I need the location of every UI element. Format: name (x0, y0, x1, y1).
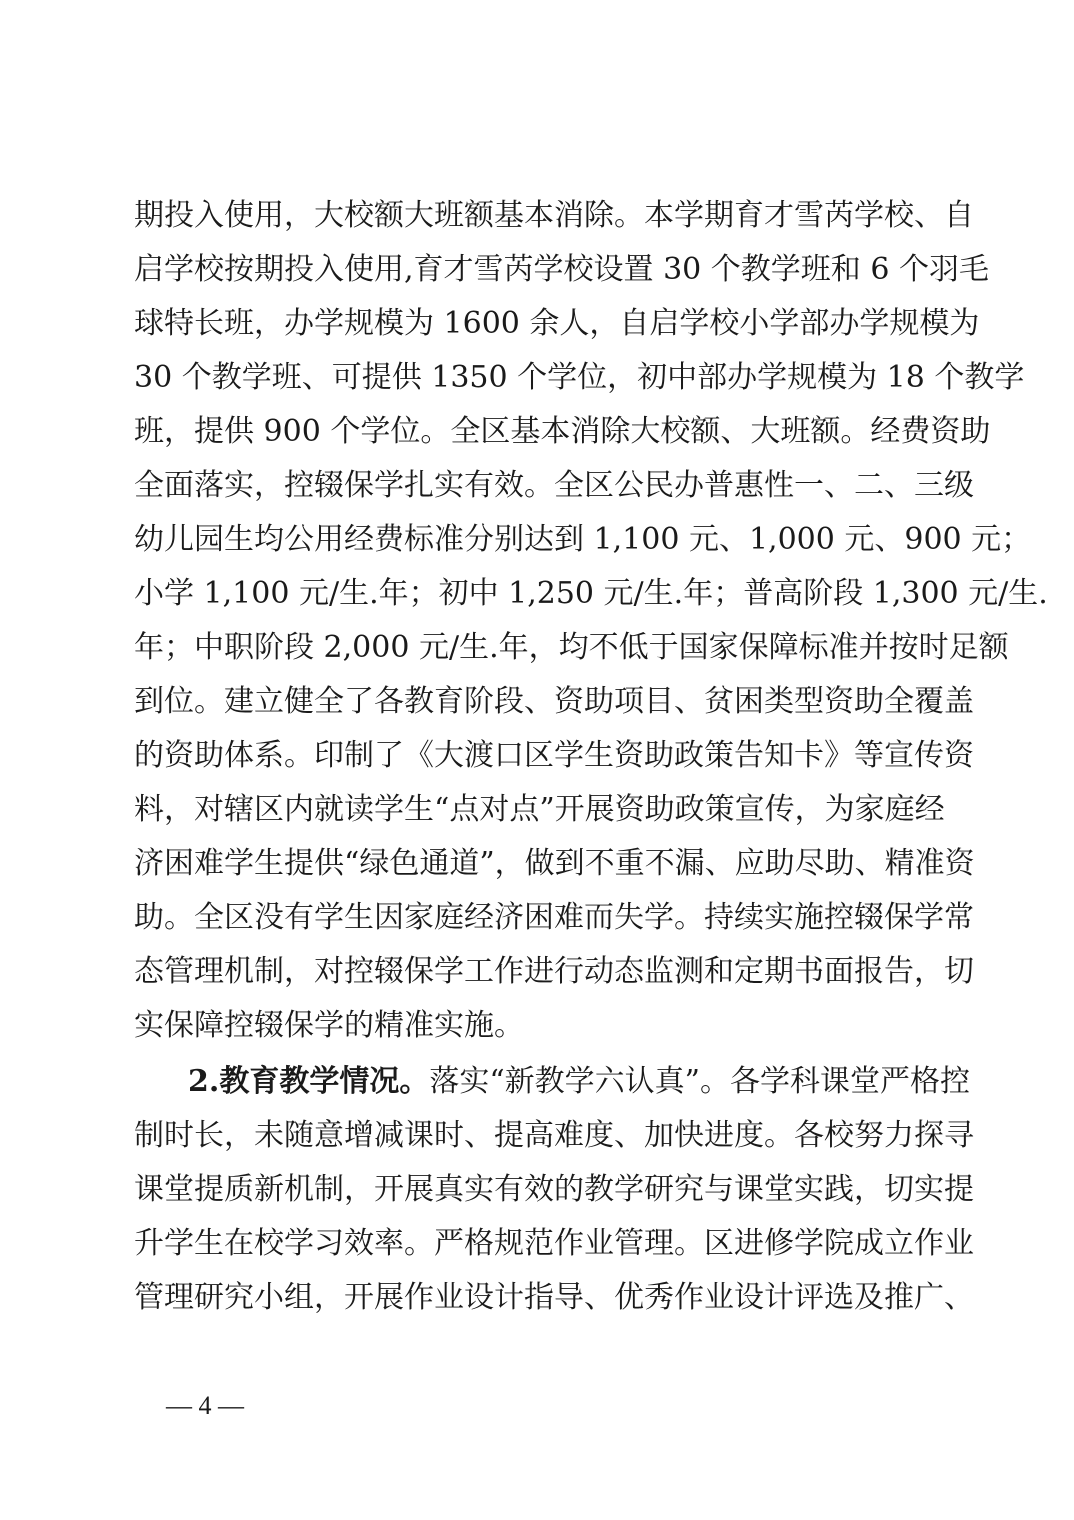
body-text-line: 到位。建立健全了各教育阶段、资助项目、贫困类型资助全覆盖 (134, 684, 974, 719)
body-text-line: 全面落实，控辍保学扎实有效。全区公民办普惠性一、二、三级 (134, 468, 974, 503)
body-text-line: 小学 1,100 元/生.年；初中 1,250 元/生.年；普高阶段 1,300 元/生. (134, 576, 1048, 611)
body-text-line: 实保障控辍保学的精准实施。 (134, 1008, 524, 1043)
section-heading-line (188, 1062, 971, 1102)
body-text-line: 升学生在校学习效率。严格规范作业管理。区进修学院成立作业 (134, 1226, 974, 1261)
body-text-line: 济困难学生提供“绿色通道”，做到不重不漏、应助尽助、精准资 (134, 846, 975, 881)
page-number: — 4 — (166, 1391, 244, 1420)
body-text-line: 球特长班，办学规模为 1600 余人，自启学校小学部办学规模为 (134, 306, 980, 341)
body-text-line: 制时长，未随意增减课时、提高难度、加快进度。各校努力探寻 (134, 1118, 974, 1153)
body-text-line: 管理研究小组，开展作业设计指导、优秀作业设计评选及推广、 (134, 1280, 974, 1315)
body-text-line: 态管理机制，对控辍保学工作进行动态监测和定期书面报告，切 (134, 954, 974, 989)
section-heading: 2.教育教学情况。 (188, 1064, 430, 1099)
body-text-line: 助。全区没有学生因家庭经济困难而失学。持续实施控辍保学常 (134, 900, 974, 935)
body-text-line: 启学校按期投入使用,育才雪芮学校设置 30 个教学班和 6 个羽毛 (134, 252, 989, 287)
body-text-line: 年；中职阶段 2,000 元/生.年，均不低于国家保障标准并按时足额 (134, 630, 1009, 665)
body-text-run: 落实“新教学六认真”。各学科课堂严格控 (429, 1064, 971, 1099)
body-text-line: 班，提供 900 个学位。全区基本消除大校额、大班额。经费资助 (134, 414, 991, 449)
body-text-line: 的资助体系。印制了《大渡口区学生资助政策告知卡》等宣传资 (134, 738, 974, 773)
body-text-line: 幼儿园生均公用经费标准分别达到 1,100 元、1,000 元、900 元； (134, 522, 1032, 557)
body-text-line: 课堂提质新机制，开展真实有效的教学研究与课堂实践，切实提 (134, 1172, 974, 1207)
body-text-line: 期投入使用，大校额大班额基本消除。本学期育才雪芮学校、自 (134, 198, 974, 233)
body-text-line: 30 个教学班、可提供 1350 个学位，初中部办学规模为 18 个教学 (134, 360, 1025, 395)
body-text-line: 料，对辖区内就读学生“点对点”开展资助政策宣传，为家庭经 (134, 792, 945, 827)
